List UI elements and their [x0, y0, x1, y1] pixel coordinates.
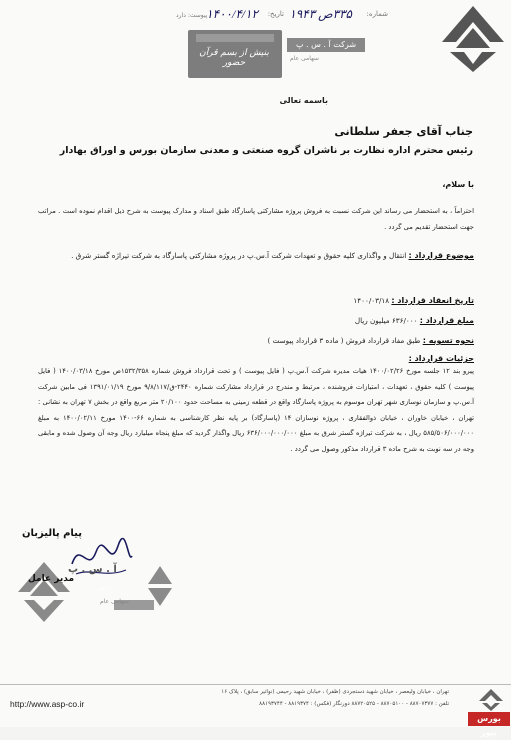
signer-name: پیام پالیزبان	[22, 528, 83, 539]
footer-divider	[0, 684, 511, 685]
addressee-title: رئیس محترم اداره نظارت بر ناشران گروه صنعتی و معدنی سازمان بورس و اوراق بهادار	[59, 145, 473, 156]
settlement-field	[38, 333, 474, 348]
reference-block	[196, 8, 396, 30]
date-value: ۱۴۰۰/۴/۱۲	[206, 7, 258, 21]
details-paragraph: پیرو بند ۱۲ جلسه مورخ ۱۴۰۰/۰۲/۲۶ هیات مدیره شرکت آ.س.پ ( فایل پیوست ) و تحت قرارداد فروش شماره ۱۵۳۲/۳۵۸ص مورخ ۱۴۰۰/۰۳/۱۸ ( فایل پیوست ) کلیه حقوق ، تعهدات ، امتیازات فروشنده ، مرتبط و مندرج در قرارداد مشارکت شماره ۲۴۴۰-ق/۹/۸/۱۱۷ مورخ ۱۳۹۱/۰۱/۱۹ فی مابین شرکت آ.س.پ و سازمان نوسازی شهر تهران موسوم به پروژه پاسارگاد واقع در قطعه زمینی به مساحت حدود ۲۰/۱۰۰ متر مربع واقع در بخش ۷ تهران به نشانی : تهران ، خیابان خاوران ، خیابان ذوالفقاری ، پروژه نوسازان ۱۴ (پاسارگاد) بر پایه نظر کارشناسی به شماره ۶۶-۱۴۰۰ مورخ ۱۴۰۰/۰۲/۱۱ به مبلغ ۵۸۵/۵۰۶/۰۰۰/۰۰۰ ریال ، به شرکت تیراژه گستر شرق به مبلغ ۶۳۶/۰۰۰/۰۰۰/۰۰۰ ریال واگذار گردید که مبلغ پنجاه میلیارد ریال وجه آن وصول شده و مابقی وجه در سه نوبت به شرح ماده ۳ قرارداد مذکور وصول می گردد .	[38, 367, 474, 453]
greeting: با سلام،	[442, 180, 474, 189]
contract-date-field	[38, 293, 474, 308]
stamp-caption: سهامی عام	[100, 598, 129, 605]
subject-value: انتقال و واگذاری کلیه حقوق و تعهدات شرکت آ.س.پ در پروژه مشارکتی پاسارگاد به شرکت تیراژه گستر شرق .	[71, 251, 407, 260]
watermark-badge: بورس نیوز	[468, 712, 510, 726]
stamp-company-text: آ . س . پ	[68, 564, 117, 575]
subject-field	[38, 248, 474, 263]
basmeh: باسمه تعالی	[279, 96, 328, 105]
motto-banner	[188, 30, 282, 78]
address-line-1: تهران ، خیابان ولیعصر ، خیابان شهید دستجردی (ظفر) ، خیابان شهید رحیمی (نواتیر سابق) ، پلاک ۱۶	[221, 689, 449, 695]
addressee-name: جناب آقای جعفر سلطانی	[334, 125, 473, 138]
subject-label: موضوع قرارداد :	[408, 251, 474, 260]
attachment-label: پیوست: دارد	[176, 12, 208, 19]
date-label: تاریخ:	[267, 10, 284, 18]
banner-strip	[196, 34, 274, 42]
company-subtitle: سهامی عام	[290, 55, 319, 62]
signer-title: مدیر عامل	[28, 574, 75, 584]
company-logo-icon	[440, 4, 506, 74]
number-label: شماره:	[366, 10, 388, 18]
intro-paragraph: احتراماً ، به استحضار می رساند این شرکت نسبت به فروش پروژه مشارکتی پاسارگاد طبق اسناد و مدارک پیوست به شرح ذیل اقدام نموده است . مراتب جهت استحضار تقدیم می گردد .	[38, 207, 474, 231]
footer-logo-icon	[478, 688, 504, 712]
details-label: جزئیات قرارداد :	[408, 354, 474, 363]
address-line-2: تلفن : ۸۸۷۰۷۳۷۷ - ۸۸۷۰۵۱۰۰ - ۸۸۷۲۰۵۲۵ دورنگار (فکس) : ۸۸۱۹۳۷۴ - ۸۸۱۹۳۷۴۴	[259, 701, 449, 707]
settlement-label: نحوه تسویه :	[422, 336, 474, 345]
contract-date-label: تاریخ انعقاد قرارداد :	[391, 296, 474, 305]
stamp-asp-text: ASP	[100, 586, 112, 593]
amount-field	[38, 313, 474, 328]
amount-value: ۶۳۶/۰۰۰ میلیون ریال	[354, 316, 418, 325]
website-link[interactable]: http://www.asp-co.ir	[10, 699, 85, 709]
settlement-value: طبق مفاد قرارداد فروش ( ماده ۳ قرارداد پیوست )	[267, 336, 421, 345]
number-value: ۳۳۵ص ۱۹۴۳	[289, 7, 352, 21]
company-name-box: شرکت آ . س . پ	[287, 38, 365, 52]
contract-date-value: ۱۴۰۰/۰۳/۱۸	[353, 296, 390, 305]
motto-text: بنیش از بسم قرآن حضور	[199, 48, 269, 68]
amount-label: مبلغ قرارداد :	[419, 316, 474, 325]
